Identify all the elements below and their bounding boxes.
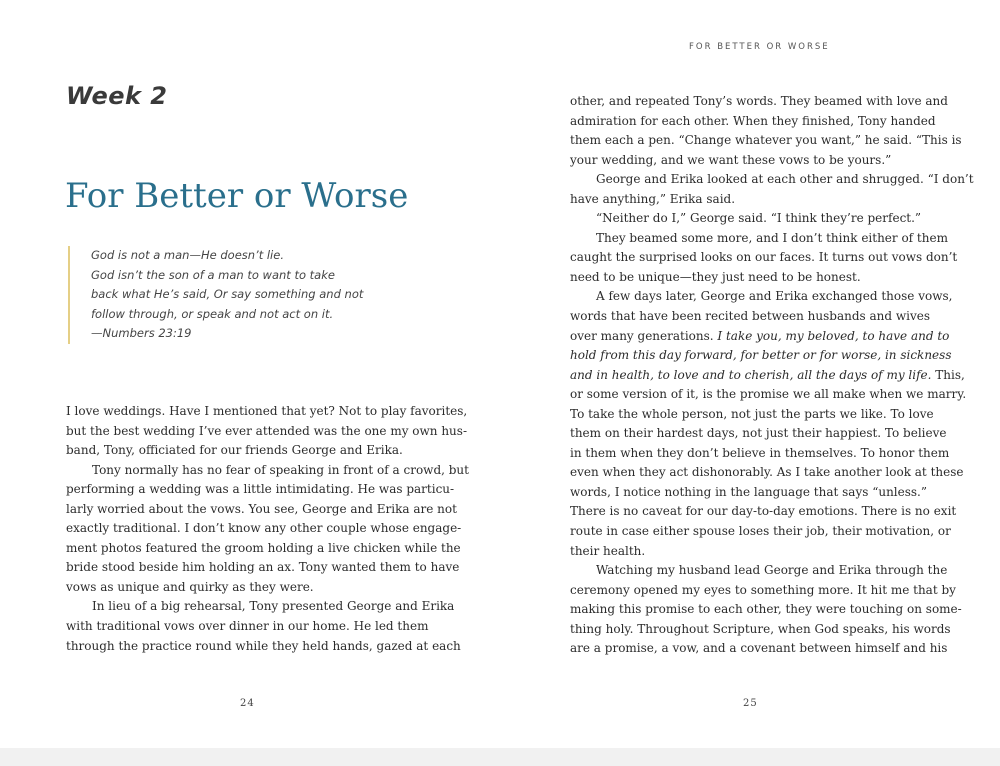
text-line: need to be unique—they just need to be honest. <box>570 269 861 284</box>
text-line: even when they act dishonorably. As I take another look at these <box>570 465 964 480</box>
text-line: There is no caveat for our day-to-day emotions. There is no exit <box>570 504 957 519</box>
text-line <box>570 366 965 386</box>
vow-text: and in health, to love and to cherish, all the days of my life. <box>570 367 932 382</box>
text-line: ment photos featured the groom holding a live chicken while the <box>66 540 461 555</box>
text-line: through the practice round while they held hands, gazed at each <box>66 638 461 653</box>
page-number: 24 <box>240 698 255 709</box>
left-body-text <box>66 402 469 656</box>
text-line: performing a wedding was a little intimidating. He was particu- <box>66 482 455 497</box>
epigraph-line: God is not a man—He doesn’t lie. <box>91 248 284 262</box>
text-line: bride stood beside him holding an ax. Tony wanted them to have <box>66 560 460 575</box>
text-line: their health. <box>570 543 646 558</box>
text-line: them each a pen. “Change whatever you want,” he said. “This is <box>570 133 962 148</box>
epigraph-line: back what He’s said, Or say something and not <box>91 287 364 302</box>
text-line: Tony normally has no fear of speaking in front of a crowd, but <box>92 462 469 477</box>
text-line: A few days later, George and Erika exchanged those vows, <box>596 289 953 304</box>
text-line: but the best wedding I’ve ever attended was the one my own hus- <box>66 423 467 438</box>
text-run: This, <box>931 367 965 382</box>
text-line: vows as unique and quirky as they were. <box>66 579 314 594</box>
text-line: with traditional vows over dinner in our home. He led them <box>66 619 429 634</box>
text-line: I love weddings. Have I mentioned that yet? Not to play favorites, <box>66 404 468 418</box>
text-line <box>570 346 952 366</box>
epigraph-line: follow through, or speak and not act on it. <box>91 306 334 321</box>
text-line: larly worried about the vows. You see, George and Erika are not <box>66 501 457 516</box>
text-line: exactly traditional. I don’t know any other couple whose engage- <box>66 521 462 536</box>
bottom-margin-band <box>0 748 1000 766</box>
text-line: are a promise, a vow, and a covenant between himself and his <box>570 641 948 656</box>
vow-text: hold from this day forward, for better or for worse, in sickness <box>570 348 952 363</box>
text-run: over many generations. <box>570 328 718 343</box>
epigraph-line: God isn’t the son of a man to want to take <box>91 267 335 282</box>
text-line: caught the surprised looks on our faces. It turns out vows don’t <box>570 250 958 265</box>
running-head: FOR BETTER OR WORSE <box>689 42 830 52</box>
text-line: or some version of it, is the promise we all make when we marry. <box>570 387 967 402</box>
text-line: band, Tony, officiated for our friends George and Erika. <box>66 443 403 458</box>
text-line: “Neither do I,” George said. “I think they’re perfect.” <box>596 211 922 226</box>
right-body-text <box>570 92 974 659</box>
left-page <box>0 0 500 748</box>
week-label: Week 2 <box>66 82 168 110</box>
text-line: words, I notice nothing in the language that says “unless.” <box>570 484 928 499</box>
epigraph-citation: —Numbers 23:19 <box>91 326 192 341</box>
text-line: other, and repeated Tony’s words. They beamed with love and <box>570 94 948 108</box>
text-line: them on their hardest days, not just their happiest. To believe <box>570 426 947 441</box>
text-line: Watching my husband lead George and Erika through the <box>596 563 948 578</box>
text-line: thing holy. Throughout Scripture, when God speaks, his words <box>570 621 951 636</box>
text-line: words that have been recited between husbands and wives <box>570 309 931 324</box>
text-line: They beamed some more, and I don’t think either of them <box>596 230 948 245</box>
vow-text: I take you, my beloved, to have and to <box>717 328 950 343</box>
text-line: in them when they don’t believe in themselves. To honor them <box>570 445 950 460</box>
text-line: George and Erika looked at each other and shrugged. “I don’t <box>596 172 974 187</box>
epigraph <box>68 246 421 344</box>
text-line: In lieu of a big rehearsal, Tony presented George and Erika <box>92 599 455 614</box>
text-line: have anything,” Erika said. <box>570 191 736 206</box>
text-line: To take the whole person, not just the parts we like. To love <box>570 406 934 421</box>
text-line: admiration for each other. When they finished, Tony handed <box>570 113 936 128</box>
text-line: your wedding, and we want these vows to be yours.” <box>570 152 892 167</box>
page-number: 25 <box>743 698 758 709</box>
text-line: route in case either spouse loses their job, their motivation, or <box>570 524 951 539</box>
text-line: ceremony opened my eyes to something more. It hit me that by <box>570 582 956 597</box>
text-line <box>570 327 950 347</box>
chapter-title: For Better or Worse <box>65 176 409 216</box>
text-line: making this promise to each other, they were touching on some- <box>570 602 962 617</box>
